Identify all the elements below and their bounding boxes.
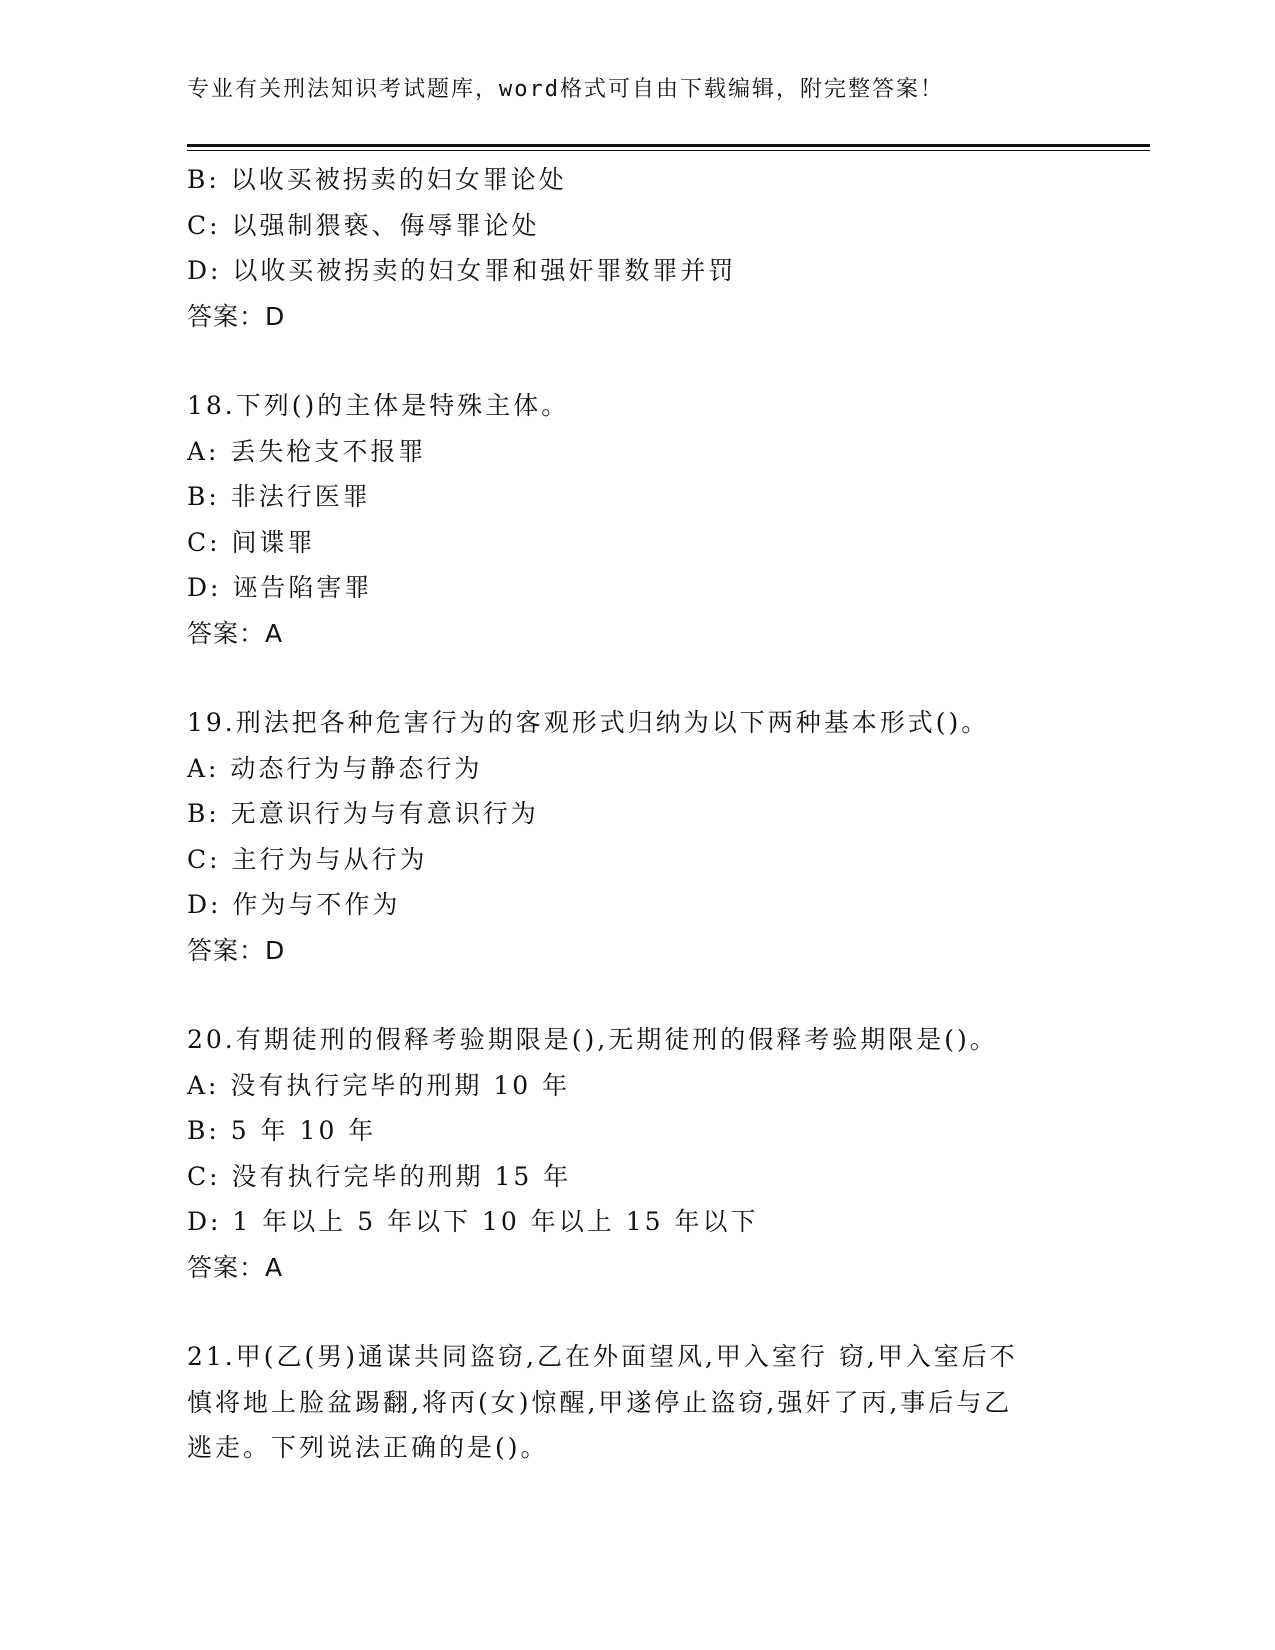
question-text: 18.下列()的主体是特殊主体。 [187,391,570,420]
question-text: 20.有期徒刑的假释考验期限是(),无期徒刑的假释考验期限是()。 [187,1025,998,1054]
option-b: B: 无意识行为与有意识行为 [187,799,539,828]
option-b: B: 以收买被拐卖的妇女罪论处 [187,165,567,194]
question-18 [187,383,1087,656]
question-21 [187,1334,1087,1471]
option-b: B: 5 年 10 年 [187,1116,377,1145]
question-20 [187,1017,1087,1290]
question-text: 19.刑法把各种危害行为的客观形式归纳为以下两种基本形式()。 [187,708,990,737]
option-a: A: 丢失枪支不报罪 [187,436,427,466]
answer: 答案：A [187,1252,284,1282]
option-b: B: 非法行医罪 [187,482,371,511]
question-text-line-1: 21.甲(乙(男)通谋共同盗窃,乙在外面望风,甲入室行 窃,甲入室后不 [187,1342,1018,1371]
question-19 [187,700,1087,973]
header-rule-thin [187,150,1150,151]
option-a: A: 动态行为与静态行为 [187,753,483,783]
question-17 [187,157,1087,339]
header-rule-thick [187,144,1150,147]
option-d: D: 作为与不作为 [187,890,401,919]
option-d: D: 以收买被拐卖的妇女罪和强奸罪数罪并罚 [187,256,737,285]
question-text-line-3: 逃走。下列说法正确的是()。 [187,1433,549,1462]
option-c: C: 以强制猥亵、侮辱罪论处 [187,210,540,240]
document-body [187,157,1087,1471]
option-a: A: 没有执行完毕的刑期 10 年 [187,1070,571,1100]
document-header: 专业有关刑法知识考试题库，word格式可自由下载编辑，附完整答案！ [187,77,944,102]
option-d: D: 1 年以上 5 年以下 10 年以上 15 年以下 [187,1207,759,1236]
option-c: C: 间谍罪 [187,527,316,557]
answer: 答案：A [187,618,284,648]
option-c: C: 没有执行完毕的刑期 15 年 [187,1161,572,1191]
answer: 答案：D [187,935,286,965]
question-text-line-2: 慎将地上脸盆踢翻,将丙(女)惊醒,甲遂停止盗窃,强奸了丙,事后与乙 [187,1387,1013,1417]
option-d: D: 诬告陷害罪 [187,573,373,602]
option-c: C: 主行为与从行为 [187,844,428,874]
answer: 答案：D [187,301,286,331]
